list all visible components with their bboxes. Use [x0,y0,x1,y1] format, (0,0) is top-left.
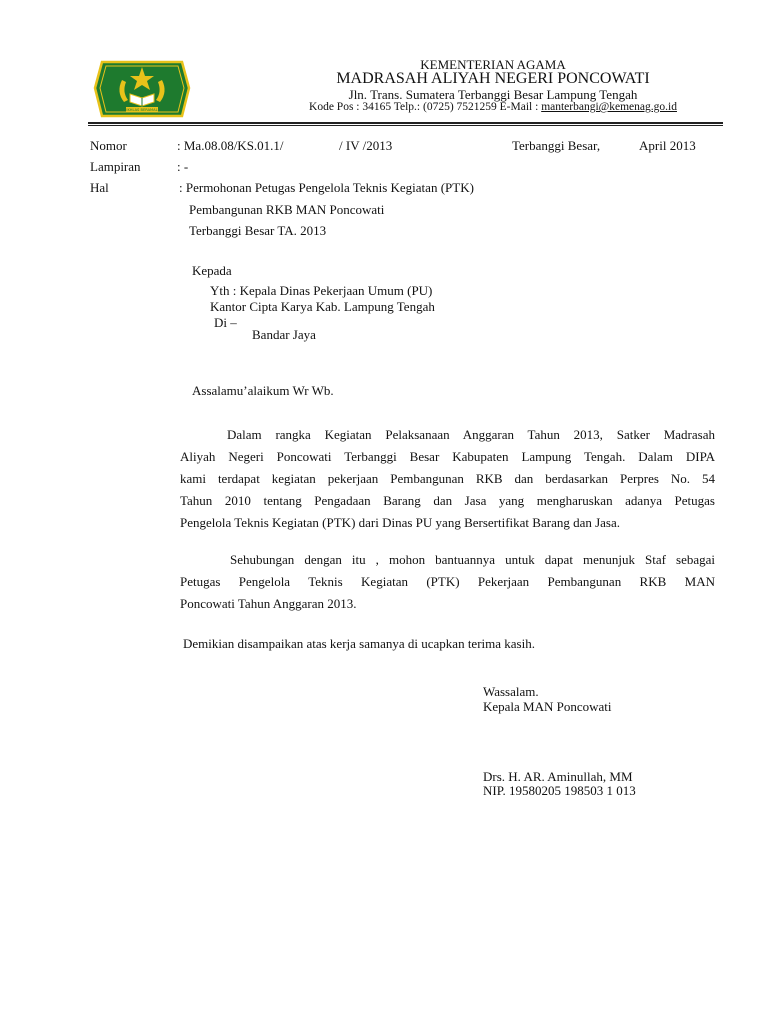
ministry-logo [92,58,192,120]
recipient-di: Di – [214,315,237,330]
p1-line-5: Pengelola Teknis Kegiatan (PTK) dari Dinas PU yang Bersertifikat Barang dan Jasa. [180,515,621,530]
email-link[interactable]: manterbangi@kemenag.go.id [541,101,677,113]
hal-line-1: : Permohonan Petugas Pengelola Teknis Kegiatan (PTK) [179,180,474,195]
header-rule-thin [88,125,723,126]
wassalam: Wassalam. [483,684,539,699]
p1-line-3: kami terdapat kegiatan pekerjaan Pembangunan RKB dan berdasarkan Perpres No. 54 [180,471,715,486]
hal-label: Hal [90,180,109,195]
logo-banner-text: IKHLAS BERAMAL [126,108,158,112]
nomor-value: : Ma.08.08/KS.01.1/ [177,138,284,153]
kepada-label: Kepada [192,263,232,278]
school-contact [228,101,758,113]
school-name: MADRASAH ALIYAH NEGERI PONCOWATI [336,70,650,87]
signer-nip: NIP. 19580205 198503 1 013 [483,783,636,798]
school-address: Jln. Trans. Sumatera Terbanggi Besar Lampung Tengah [348,87,638,102]
lampiran-label: Lampiran [90,159,141,174]
signer-name: Drs. H. AR. Aminullah, MM [483,769,633,784]
recipient-yth: Yth : Kepala Dinas Pekerjaan Umum (PU) [210,283,433,298]
contact-prefix: Kode Pos : 34165 Telp.: (0725) 7521259 E-Mail : [309,101,542,113]
paragraph-2 [180,549,715,615]
recipient-city: Bandar Jaya [252,327,316,342]
paragraph-1 [180,424,715,534]
greeting: Assalamu’alaikum Wr Wb. [192,383,334,398]
p1-line-2: Aliyah Negeri Poncowati Terbanggi Besar Kabupaten Lampung Tengah. Dalam DIPA [180,449,715,464]
nomor-month: / IV /2013 [339,138,393,153]
p1-line-1: Dalam rangka Kegiatan Pelaksanaan Anggaran Tahun 2013, Satker Madrasah [227,427,715,442]
nomor-label: Nomor [90,138,127,153]
signer-title: Kepala MAN Poncowati [483,699,612,714]
lampiran-value: : - [177,159,189,174]
ministry-name: KEMENTERIAN AGAMA [420,57,566,72]
p1-line-4: Tahun 2010 tentang Pengadaan Barang dan Jasa yang mengharuskan adanya Petugas [180,493,715,508]
closing-text: Demikian disampaikan atas kerja samanya di ucapkan terima kasih. [183,636,535,651]
letter-date: April 2013 [639,138,696,153]
letter-place: Terbanggi Besar, [512,138,601,153]
header-rule-thick [88,122,723,124]
hal-line-2: Pembangunan RKB MAN Poncowati [189,202,385,217]
recipient-office: Kantor Cipta Karya Kab. Lampung Tengah [210,299,435,314]
hal-line-3: Terbanggi Besar TA. 2013 [189,223,327,238]
p2-line-3: Poncowati Tahun Anggaran 2013. [180,596,357,611]
p2-line-2: Petugas Pengelola Teknis Kegiatan (PTK) Pekerjaan Pembangunan RKB MAN [180,574,715,589]
p2-line-1: Sehubungan dengan itu , mohon bantuannya untuk dapat menunjuk Staf sebagai [230,552,715,567]
